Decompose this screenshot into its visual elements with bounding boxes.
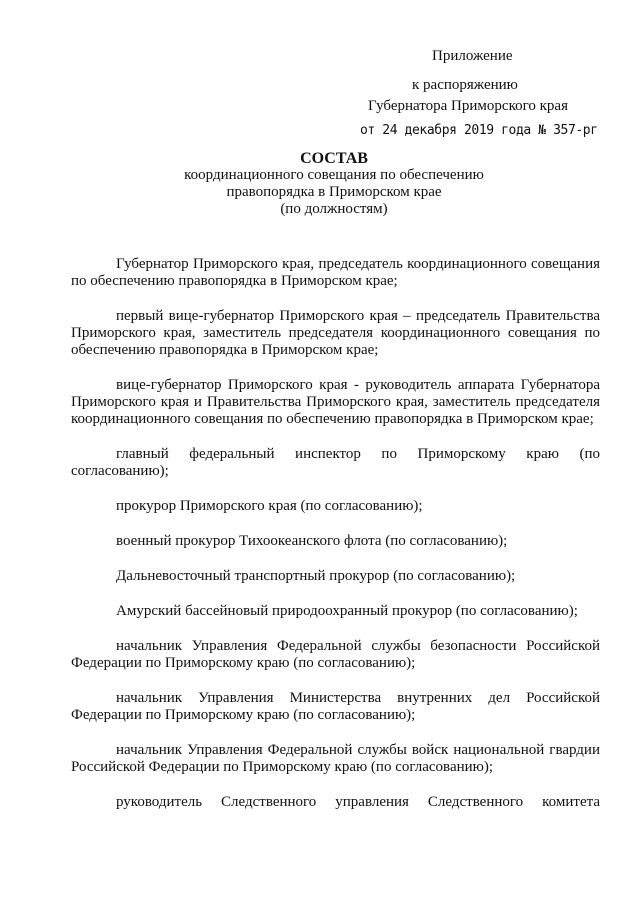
member-item: Губернатор Приморского края, председатель координационного совещания по обеспечению правопорядка в Приморском крае; xyxy=(71,256,600,289)
appendix-title: Приложение xyxy=(432,48,513,64)
document-heading xyxy=(0,150,640,218)
member-item: военный прокурор Тихоокеанского флота (по согласованию); xyxy=(116,533,508,549)
appendix-date-number-line: от 24 декабря 2019 года № 357-рг xyxy=(360,123,598,138)
member-item: главный федеральный инспектор по Приморскому краю (по согласованию); xyxy=(71,446,600,479)
member-item: первый вице-губернатор Приморского края – председатель Правительства Приморского края, заместитель председателя координационного совещания по обеспечению правопорядка в Приморском крае; xyxy=(71,308,600,358)
member-item: Амурский бассейновый природоохранный прокурор (по согласованию); xyxy=(116,603,578,619)
member-item: начальник Управления Министерства внутренних дел Российской Федерации по Приморскому краю (по согласованию); xyxy=(71,690,600,723)
appendix-order-line: к распоряжению xyxy=(412,77,518,93)
member-item: начальник Управления Федеральной службы безопасности Российской Федерации по Приморскому краю (по согласованию); xyxy=(71,638,600,671)
heading-subtitle-3: (по должностям) xyxy=(280,201,388,217)
member-item: начальник Управления Федеральной службы войск национальной гвардии Российской Федерации по Приморскому краю (по согласованию); xyxy=(71,742,600,775)
member-item: прокурор Приморского края (по согласованию); xyxy=(116,498,423,514)
member-item: руководитель Следственного управления Следственного комитета xyxy=(116,794,600,810)
members-list xyxy=(71,256,600,829)
heading-subtitle-1: координационного совещания по обеспечению xyxy=(184,167,484,183)
appendix-issuer-line: Губернатора Приморского края xyxy=(368,98,568,114)
heading-title: СОСТАВ xyxy=(300,150,368,167)
member-item: вице-губернатор Приморского края - руководитель аппарата Губернатора Приморского края и Правительства Приморского края, заместитель председателя координационного совещания по обеспечению правопорядка в Приморском крае; xyxy=(71,377,600,427)
heading-subtitle-2: правопорядка в Приморском крае xyxy=(226,184,442,200)
member-item: Дальневосточный транспортный прокурор (по согласованию); xyxy=(116,568,516,584)
appendix-block xyxy=(360,46,600,141)
